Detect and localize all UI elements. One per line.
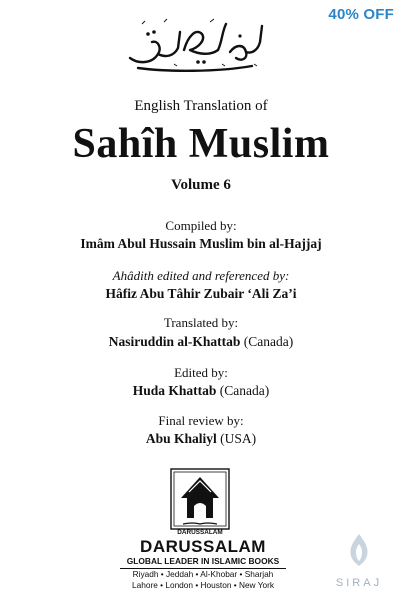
subtitle: English Translation of xyxy=(134,98,268,114)
publisher-tagline: GLOBAL LEADER IN ISLAMIC BOOKS xyxy=(120,556,286,569)
editor-country: (Canada) xyxy=(219,383,270,398)
translator-name: Nasiruddin al-Khattab xyxy=(108,334,241,349)
edited-by-label: Edited by: xyxy=(174,365,228,380)
siraj-watermark xyxy=(330,530,388,592)
editor xyxy=(0,383,402,399)
logo-caption: DARUSSALAM xyxy=(177,529,223,536)
reviewer-country: (USA) xyxy=(220,431,257,446)
darussalam-logo-icon xyxy=(167,466,233,536)
publisher-cities-line-1: Riyadh • Jeddah • Al-Khobar • Sharjah xyxy=(132,569,274,579)
translated-by-label: Translated by: xyxy=(163,315,239,330)
translator-country: (Canada) xyxy=(243,334,294,349)
reviewer xyxy=(0,431,402,447)
compiler-name: Imâm Abul Hussain Muslim bin al-Hajjaj xyxy=(80,236,322,251)
translator xyxy=(0,334,402,350)
reviewer-name: Abu Khaliyl xyxy=(145,431,217,446)
darussalam-logo-graphic xyxy=(167,466,233,536)
ahadith-edited-label: Ahâdith edited and referenced by: xyxy=(112,268,290,283)
lamp-flame-icon xyxy=(339,530,379,570)
volume-number: Volume 6 xyxy=(171,177,231,193)
arabic-calligraphy-title xyxy=(118,14,268,76)
calligraphy-graphic xyxy=(118,14,268,76)
publisher-cities-line-2: Lahore • London • Houston • New York xyxy=(131,580,275,590)
editor-name: Huda Khattab xyxy=(132,383,217,398)
final-review-label: Final review by: xyxy=(158,413,244,428)
compiled-by-label: Compiled by: xyxy=(165,218,237,233)
publisher-block xyxy=(118,538,288,591)
publisher-name: DARUSSALAM xyxy=(140,537,266,556)
discount-badge: 40% OFF xyxy=(328,6,394,23)
siraj-watermark-text: SIRAJ xyxy=(335,577,383,589)
book-title: Sahîh Muslim xyxy=(72,121,330,167)
ahadith-editor-name: Hâfiz Abu Tâhir Zubair ‘Ali Za’i xyxy=(105,286,297,301)
